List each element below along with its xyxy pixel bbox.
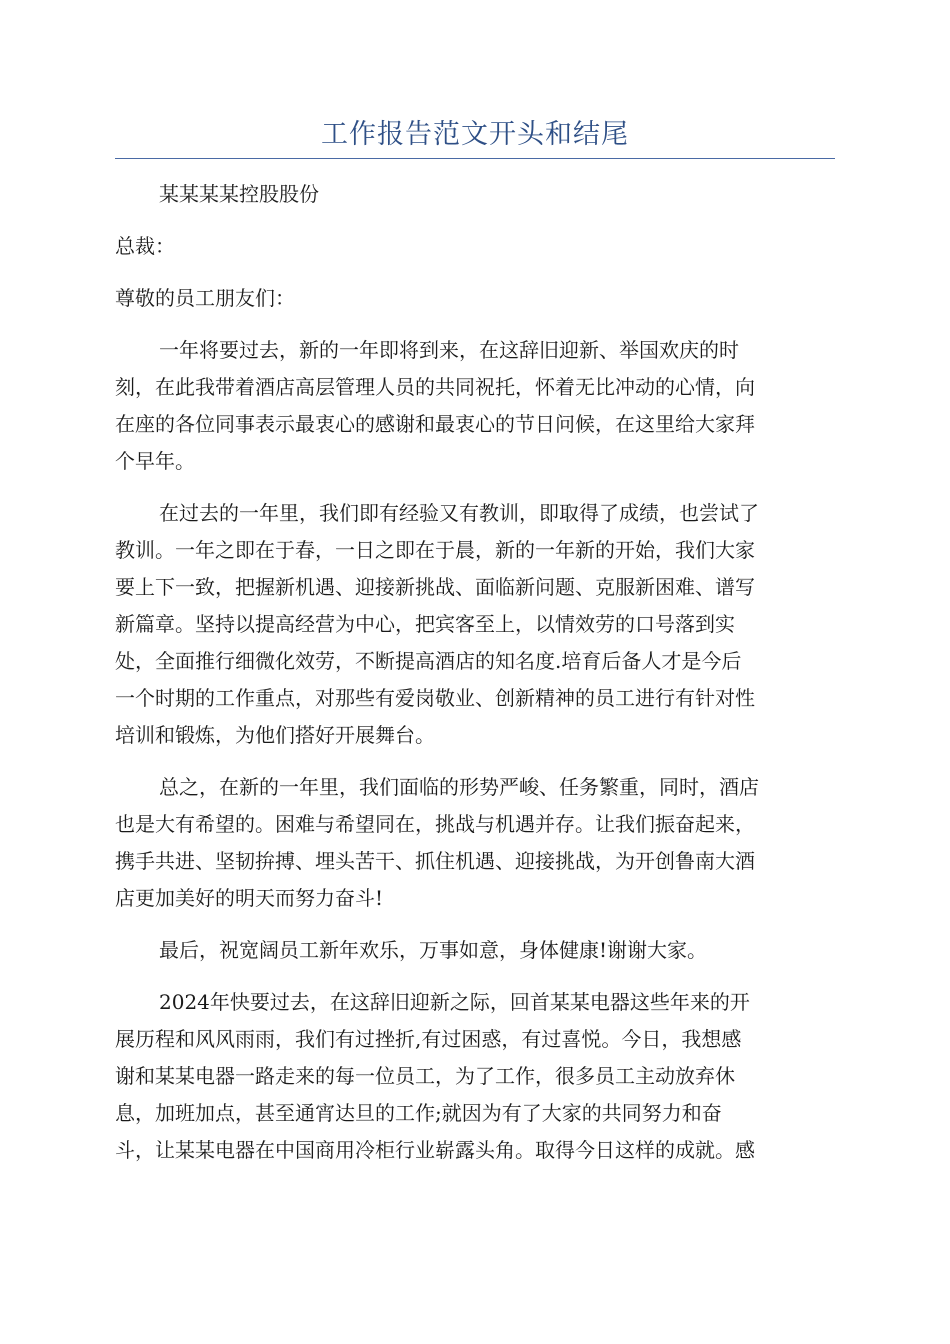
- text-line: 培训和锻炼，为他们搭好开展舞台。: [115, 723, 435, 747]
- title-underline: [115, 158, 835, 159]
- text-line: 某某某某控股股份: [159, 182, 319, 206]
- text-line: 2024年快要过去，在这辞旧迎新之际，回首某某电器这些年来的开: [159, 990, 750, 1014]
- text-line: 店更加美好的明天而努力奋斗!: [115, 886, 384, 910]
- text-line: 一年将要过去，新的一年即将到来，在这辞旧迎新、举国欢庆的时: [159, 338, 739, 362]
- paragraph: [115, 337, 835, 474]
- paragraph: [115, 774, 835, 911]
- text-line: 在过去的一年里，我们即有经验又有教训，即取得了成绩，也尝试了: [159, 501, 759, 525]
- text-line: 携手共进、坚韧拚搏、埋头苦干、抓住机遇、迎接挑战，为开创鲁南大酒: [115, 849, 755, 873]
- text-line: 处，全面推行细微化效劳，不断提高酒店的知名度.培育后备人才是今后: [115, 649, 742, 673]
- document-body: [115, 181, 835, 1163]
- text-line: 要上下一致，把握新机遇、迎接新挑战、面临新问题、克服新困难、谱写: [115, 575, 755, 599]
- text-line: 谢和某某电器一路走来的每一位员工，为了工作，很多员工主动放弃休: [115, 1064, 735, 1088]
- paragraph: [115, 285, 835, 311]
- document-page: [115, 0, 835, 1189]
- text-line: 总之，在新的一年里，我们面临的形势严峻、任务繁重，同时，酒店: [159, 775, 759, 799]
- text-line: 刻，在此我带着酒店高层管理人员的共同祝托，怀着无比冲动的心情，向: [115, 375, 755, 399]
- text-line: 在座的各位同事表示最衷心的感谢和最衷心的节日问候，在这里给大家拜: [115, 412, 755, 436]
- text-line: 斗，让某某电器在中国商用冷柜行业崭露头角。取得今日这样的成就。感: [115, 1138, 755, 1162]
- text-line: 个早年。: [115, 449, 195, 473]
- text-line: 息，加班加点，甚至通宵达旦的工作;就因为有了大家的共同努力和奋: [115, 1101, 722, 1125]
- text-line: 总裁：: [115, 234, 175, 258]
- text-line: 最后，祝宽阔员工新年欢乐，万事如意，身体健康!谢谢大家。: [159, 938, 708, 962]
- text-line: 也是大有希望的。困难与希望同在，挑战与机遇并存。让我们振奋起来，: [115, 812, 755, 836]
- paragraph: [115, 937, 835, 963]
- paragraph: [115, 989, 835, 1163]
- text-line: 新篇章。坚持以提高经营为中心，把宾客至上，以情效劳的口号落到实: [115, 612, 735, 636]
- paragraph: [115, 181, 835, 207]
- paragraph: [115, 500, 835, 748]
- text-line: 一个时期的工作重点，对那些有爱岗敬业、创新精神的员工进行有针对性: [115, 686, 755, 710]
- document-title: 工作报告范文开头和结尾: [321, 119, 629, 150]
- text-line: 展历程和风风雨雨，我们有过挫折,有过困惑，有过喜悦。今日，我想感: [115, 1027, 742, 1051]
- text-line: 教训。一年之即在于春，一日之即在于晨，新的一年新的开始，我们大家: [115, 538, 755, 562]
- text-line: 尊敬的员工朋友们：: [115, 286, 295, 310]
- paragraph: [115, 233, 835, 259]
